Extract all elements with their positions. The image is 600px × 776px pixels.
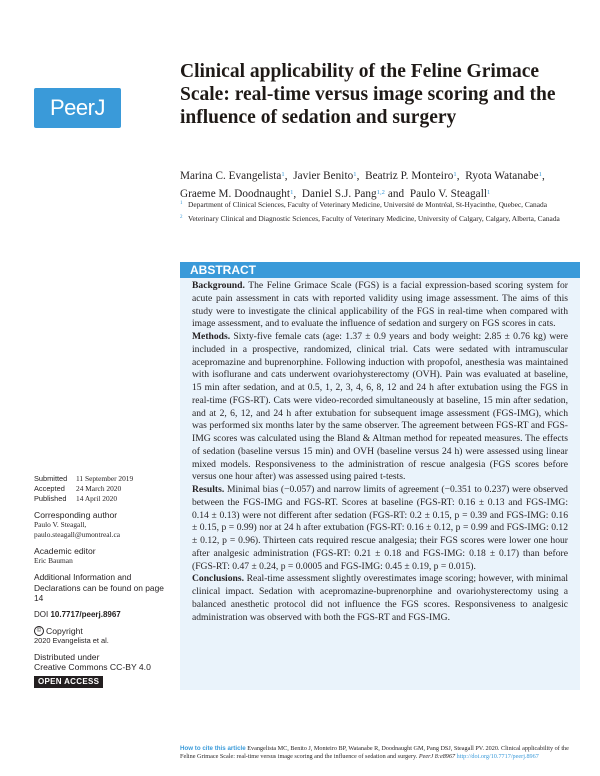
author-affil-num: 1 <box>538 171 542 178</box>
date-published <box>34 494 174 504</box>
doi <box>34 610 174 620</box>
paper-title: Clinical applicability of the Feline Grimace Scale: real-time versus image scoring and the influence of sedation and surgery <box>180 61 556 128</box>
peerj-logo: PeerJ <box>34 88 121 128</box>
additional-info-link[interactable]: Additional Information and Declarations can be found on page 14 <box>34 572 164 603</box>
section-text: Real-time assessment slightly overestimates image scoring; however, with minimal clinical impact. Sedation with acepromazine-buprenorphine and ovariohysterectomy using a balanced anesthetic protocol did not influence the FGS scores. Responsiveness to analgesic administration was observed with both the FGS-RT and FGS-IMG. <box>192 573 568 623</box>
date-submitted <box>34 474 174 484</box>
corresponding-author-name: Paulo V. Steagall, <box>34 520 87 529</box>
author[interactable]: Ryota Watanabe <box>465 170 539 182</box>
author[interactable]: Daniel S.J. Pang <box>301 188 377 200</box>
date-value: 11 September 2019 <box>76 474 134 483</box>
affiliation-num: 1 <box>180 201 183 206</box>
abstract-conclusions <box>192 573 568 624</box>
section-text: Sixty-five female cats (age: 1.37 ± 0.9 years and body weight: 2.85 ± 0.76 kg) were included in a prospective, randomized, clinical trial. Cats were sedated with intramuscular acepromazine and buprenorphine. Following induction with propofol, anesthesia was maintained with isoflurane and cats underwent ovariohysterectomy (OVH). Pain was evaluated at baseline, 15 min after sedation, and at 0.5, 1, 2, 3, 4, 6, 8, 12 and 24 h after extubation using the FGS in real-time (FGS-RT). Cats were video-recorded simultaneously at baseline, 15 min after sedation, and at 2, 6, 12, and 24 h after extubation for subsequent image assessment (FGS-IMG), which was performed six months later by the same observer. The agreement between FGS-RT and FGS-IMG scores was calculated using the Bland & Altman method for repeated measures. The effects of sedation (baseline versus 15 min) and OVH (baseline versus 24 h) were assessed using linear mixed models. Responsiveness to the administration of rescue analgesia (FGS scores before versus one hour after) was assessed using paired t-tests. <box>192 331 568 483</box>
author[interactable]: Paulo V. Steagall <box>409 188 488 200</box>
author-affil-num: 1 <box>353 171 357 178</box>
academic-editor-name: Eric Bauman <box>34 556 73 565</box>
author-affil-num: 1,2 <box>376 189 385 196</box>
date-value: 24 March 2020 <box>76 484 122 493</box>
section-text: The Feline Grimace Scale (FGS) is a facial expression-based scoring system for acute pain assessment in cats with reported validity using image assessment. The aims of this study were to investigate the clinical applicability of the FGS in real-time when compared with image assessment, and to evaluate the influence of sedation and surgery on FGS scores in cats. <box>192 280 568 330</box>
author-affil-num: 1 <box>290 189 294 196</box>
affiliation <box>180 214 580 225</box>
affiliation-num: 2 <box>180 214 183 220</box>
section-head: Background. <box>192 280 245 291</box>
how-to-cite <box>180 745 580 761</box>
affiliation-text: Veterinary Clinical and Diagnostic Sciences, Faculty of Veterinary Medicine, University of Calgary, Calgary, Alberta, Canada <box>188 213 560 223</box>
corresponding-author-email[interactable]: paulo.steagall@umontreal.ca <box>34 530 121 539</box>
cite-url[interactable]: http://doi.org/10.7717/peerj.8967 <box>456 753 539 760</box>
section-head: Results. <box>192 484 225 495</box>
date-label: Accepted <box>34 484 65 493</box>
article-sidebar <box>34 474 174 688</box>
cite-text: Evangelista MC, Benito J, Monteiro BP, Watanabe R, Doodnaught GM, Pang DSJ, Steagall PV. 2020. Clinical applicability of the Feline Grimace Scale: real-time versus image scoring and the influence of sedation and surgery. <box>180 745 569 760</box>
abstract-results <box>192 484 568 573</box>
author[interactable]: Javier Benito <box>293 170 354 182</box>
abstract-methods <box>192 331 568 484</box>
copyright-icon: © <box>34 626 44 636</box>
author-affil-num: 1 <box>453 171 457 178</box>
affiliation <box>180 200 580 211</box>
open-access-badge: OPEN ACCESS <box>34 676 103 688</box>
date-label: Published <box>34 494 67 503</box>
author-list: Marina C. Evangelista$^1$, Javier Benito$^1$, Beatriz P. Monteiro$^1$, Ryota Watanabe$^1$, Graeme M. Doodnaught$^1$, Daniel S.J. Pang$^{1,2}$ and Paulo V. Steagall$^1$ <box>180 170 545 200</box>
author[interactable]: Graeme M. Doodnaught <box>180 188 291 200</box>
abstract-heading: ABSTRACT <box>180 262 580 278</box>
section-text: Minimal bias (−0.057) and narrow limits of agreement (−0.351 to 0.237) were observed between the FGS-IMG and FGS-RT. Scores at baseline (FGS-RT: 0.16 ± 0.13 and FGS-IMG: 0.14 ± 0.13) were not different after sedation (FGS-RT: 0.2 ± 0.15, p = 0.39 and FGS-IMG: 0.16 ± 0.15, p = 0.99) nor at 24 h after extubation (FGS-RT: 0.16 ± 0.12, p = 0.99 and FGS-IMG: 0.12 ± 0.12, p = 0.96). Thirteen cats required rescue analgesia; their FGS scores were lower one hour after analgesic administration (FGS-RT: 0.21 ± 0.18 and FGS-IMG: 0.18 ± 0.17) than before (FGS-RT: 0.47 ± 0.24, p = 0.0005 and FGS-IMG: 0.45 ± 0.19, p = 0.015). <box>192 484 568 572</box>
section-head: Conclusions. <box>192 573 244 585</box>
date-accepted <box>34 484 174 494</box>
copyright-holder: 2020 Evangelista et al. <box>34 636 109 646</box>
date-value: 14 April 2020 <box>76 494 118 503</box>
doi-link[interactable]: 10.7717/peerj.8967 <box>50 609 121 619</box>
license-link[interactable]: Creative Commons CC-BY 4.0 <box>34 662 151 673</box>
copyright-title <box>34 626 174 637</box>
section-head: Methods. <box>192 331 231 342</box>
author-affil-num: 1 <box>487 189 491 196</box>
cite-label: How to cite this article <box>180 745 246 752</box>
academic-editor-title: Academic editor <box>34 546 96 556</box>
author[interactable]: Marina C. Evangelista <box>180 170 282 182</box>
license-line-1: Distributed under <box>34 652 100 663</box>
date-label: Submitted <box>34 474 68 483</box>
copyright-label: Copyright <box>46 625 83 636</box>
affiliations <box>180 200 580 227</box>
doi-label: DOI <box>34 609 49 619</box>
author-affil-num: 1 <box>281 171 285 178</box>
affiliation-text: Department of Clinical Sciences, Faculty of Veterinary Medicine, Université de Montréal, St-Hyacinthe, Quebec, Canada <box>188 200 548 209</box>
cite-journal: PeerJ 8:e8967 <box>418 753 456 760</box>
corresponding-author-title: Corresponding author <box>34 510 118 520</box>
abstract-body <box>180 278 580 690</box>
author[interactable]: Beatriz P. Monteiro <box>365 170 454 182</box>
abstract-background <box>192 280 568 331</box>
